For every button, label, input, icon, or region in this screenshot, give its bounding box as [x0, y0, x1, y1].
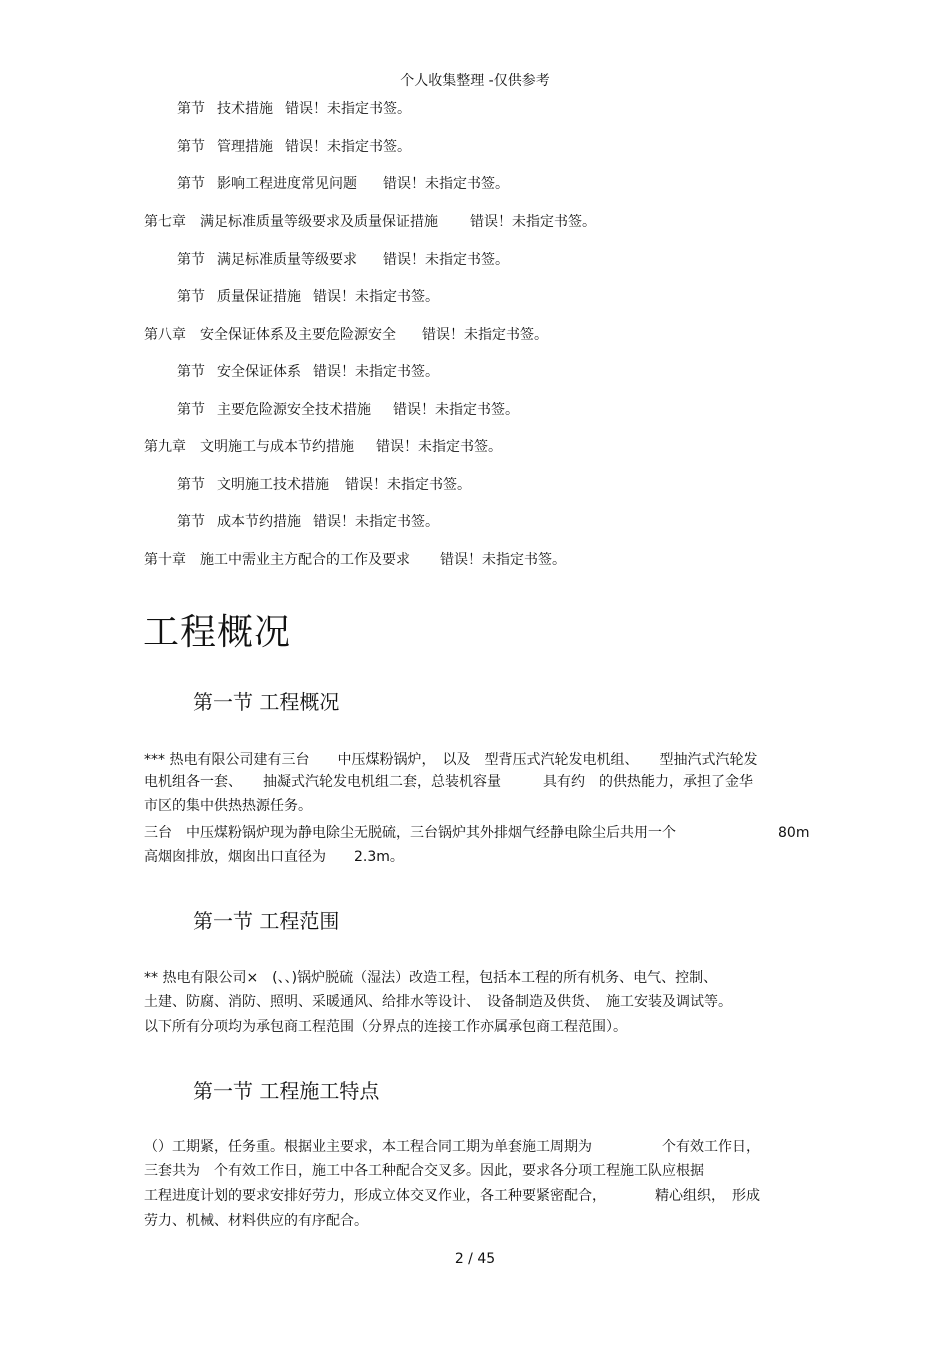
toc-ref: 错误！未指定书签。	[393, 402, 519, 418]
paragraph-line: 三台 中压煤粉锅炉现为静电除尘无脱硫，三台锅炉其外排烟气经静电除尘后共用一个	[144, 825, 676, 841]
toc-entry	[177, 99, 411, 119]
toc-title: 管理措施	[217, 139, 273, 155]
toc-ref: 错误！未指定书签。	[440, 552, 566, 568]
paragraph-line: 三套共为 个有效工作日，施工中各工种配合交叉多。因此，要求各分项工程施工队应根据	[144, 1163, 704, 1179]
toc-ref: 错误！未指定书签。	[313, 364, 439, 380]
toc-title: 文明施工与成本节约措施	[200, 439, 354, 455]
toc-label: 第节	[177, 289, 205, 305]
paragraph-line: *** 热电有限公司建有三台 中压煤粉锅炉， 以及 型背压式汽轮发电机组、 型抽汽式汽轮发	[144, 752, 758, 768]
toc-label: 第节	[177, 252, 205, 268]
paragraph-line: 劳力、机械、材料供应的有序配合。	[144, 1213, 368, 1229]
paragraph-line: （）工期紧，任务重。根据业主要求，本工程合同工期为单套施工周期为 个有效工作日，	[144, 1139, 760, 1155]
toc-ref: 错误！未指定书签。	[345, 477, 471, 493]
toc-entry	[177, 475, 471, 495]
toc-entry	[144, 550, 566, 570]
toc-title: 施工中需业主方配合的工作及要求	[200, 552, 410, 568]
toc-ref: 错误！未指定书签。	[383, 176, 509, 192]
toc-title: 成本节约措施	[217, 514, 301, 530]
toc-title: 质量保证措施	[217, 289, 301, 305]
toc-entry	[177, 137, 411, 157]
page-number: 2 / 45	[454, 1251, 496, 1267]
toc-entry	[144, 212, 596, 232]
toc-title: 主要危险源安全技术措施	[217, 402, 371, 418]
toc-ref: 错误！未指定书签。	[376, 439, 502, 455]
toc-ref: 错误！未指定书签。	[470, 214, 596, 230]
toc-label: 第节	[177, 139, 205, 155]
toc-label: 第节	[177, 477, 205, 493]
page-header: 个人收集整理 -仅供参考	[400, 73, 550, 89]
section-title: 第一节 工程范围	[193, 909, 340, 933]
toc-ref: 错误！未指定书签。	[313, 514, 439, 530]
toc-label: 第节	[177, 176, 205, 192]
paragraph-line: ** 热电有限公司× (、、)锅炉脱硫（湿法）改造工程，包括本工程的所有机务、电气、控制、	[144, 970, 718, 986]
toc-label: 第八章	[144, 327, 186, 343]
toc-title: 安全保证体系及主要危险源安全	[200, 327, 396, 343]
paragraph-line: 市区的集中供热热源任务。	[144, 798, 312, 814]
toc-ref: 错误！未指定书签。	[383, 252, 509, 268]
toc-label: 第九章	[144, 439, 186, 455]
section-title: 第一节 工程概况	[193, 690, 340, 714]
toc-title: 满足标准质量等级要求	[217, 252, 357, 268]
toc-entry	[177, 287, 439, 307]
paragraph-line: 高烟囱排放，烟囱出口直径为 2.3m。	[144, 849, 404, 865]
toc-title: 文明施工技术措施	[217, 477, 329, 493]
paragraph-value: 80m	[778, 825, 810, 841]
chapter-title: 工程概况	[143, 612, 292, 653]
toc-entry	[177, 512, 439, 532]
toc-title: 影响工程进度常见问题	[217, 176, 357, 192]
toc-label: 第节	[177, 364, 205, 380]
toc-entry	[177, 400, 519, 420]
toc-title: 满足标准质量等级要求及质量保证措施	[200, 214, 438, 230]
toc-entry	[144, 325, 548, 345]
paragraph-line: 工程进度计划的要求安排好劳力，形成立体交叉作业，各工种要紧密配合， 精心组织， 形成	[144, 1188, 760, 1204]
toc-label: 第节	[177, 101, 205, 117]
toc-ref: 错误！未指定书签。	[285, 101, 411, 117]
toc-label: 第七章	[144, 214, 186, 230]
toc-title: 安全保证体系	[217, 364, 301, 380]
toc-entry	[177, 250, 509, 270]
toc-entry	[144, 437, 502, 457]
toc-label: 第十章	[144, 552, 186, 568]
paragraph-line: 土建、防腐、消防、照明、采暖通风、给排水等设计、 设备制造及供货、 施工安装及调试等。	[144, 994, 732, 1010]
toc-entry	[177, 362, 439, 382]
toc-ref: 错误！未指定书签。	[422, 327, 548, 343]
toc-label: 第节	[177, 514, 205, 530]
paragraph-line: 电机组各一套、 抽凝式汽轮发电机组二套，总装机容量 具有约 的供热能力，承担了金华	[144, 774, 753, 790]
toc-label: 第节	[177, 402, 205, 418]
paragraph-line: 以下所有分项均为承包商工程范围（分界点的连接工作亦属承包商工程范围）。	[144, 1019, 627, 1035]
toc-ref: 错误！未指定书签。	[285, 139, 411, 155]
section-title: 第一节 工程施工特点	[193, 1079, 380, 1103]
toc-entry	[177, 174, 509, 194]
toc-title: 技术措施	[217, 101, 273, 117]
toc-ref: 错误！未指定书签。	[313, 289, 439, 305]
